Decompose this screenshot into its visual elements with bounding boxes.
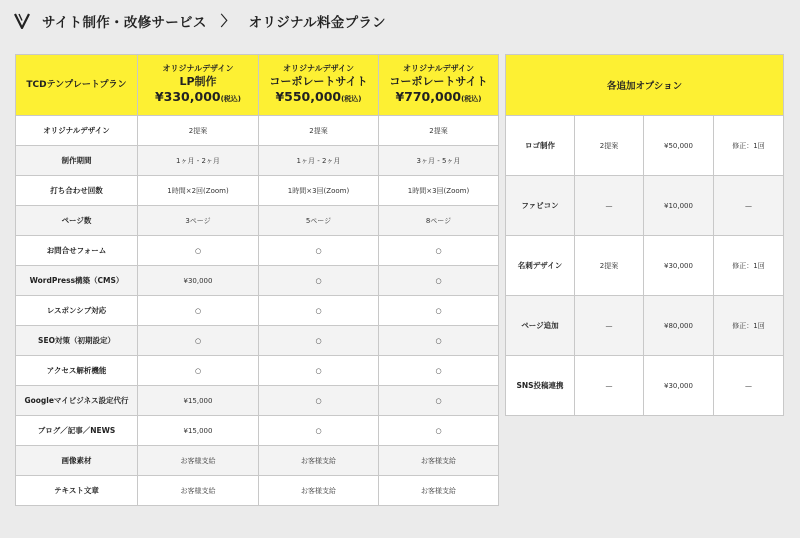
option-row xyxy=(506,356,784,416)
cell-value: お客様支給 xyxy=(259,446,379,476)
cell-value: ○ xyxy=(379,326,499,356)
plan-header-row xyxy=(16,55,499,116)
plan-feature-row xyxy=(16,116,499,146)
cell-value: — xyxy=(575,176,644,236)
cell-value: 2提案 xyxy=(138,116,259,146)
option-title: 各追加オプション xyxy=(506,55,784,116)
cell-value: 8ページ xyxy=(379,206,499,236)
cell-value: お客様支給 xyxy=(138,476,259,506)
cell-value: — xyxy=(714,356,784,416)
plan-corner-label: TCDテンプレートプラン xyxy=(26,79,127,90)
plan-header-corporate-770 xyxy=(379,55,499,116)
option-row xyxy=(506,116,784,176)
cell-value: ¥30,000 xyxy=(644,236,714,296)
plan-header-corporate-550 xyxy=(259,55,379,116)
cell-value: 2提案 xyxy=(575,236,644,296)
page-header xyxy=(14,10,386,32)
cell-value: ○ xyxy=(379,296,499,326)
cell-value: ¥15,000 xyxy=(138,386,259,416)
plan-corner-header xyxy=(16,55,138,116)
row-label: ページ数 xyxy=(16,206,138,236)
plan-header-price: ¥330,000(税込) xyxy=(154,89,242,104)
row-label: Googleマイビジネス設定代行 xyxy=(16,386,138,416)
cell-value: 1ヶ月 - 2ヶ月 xyxy=(259,146,379,176)
cell-value: ○ xyxy=(138,356,259,386)
cell-value: ¥30,000 xyxy=(138,266,259,296)
cell-value: — xyxy=(575,296,644,356)
breadcrumb-chevron-icon: 〉 xyxy=(220,14,235,30)
row-label: ファビコン xyxy=(506,176,575,236)
cell-value: ○ xyxy=(259,266,379,296)
row-label: 画像素材 xyxy=(16,446,138,476)
cell-value: 1時間×3回(Zoom) xyxy=(259,176,379,206)
cell-value: ○ xyxy=(379,356,499,386)
cell-value: ¥15,000 xyxy=(138,416,259,446)
cell-value: お客様支給 xyxy=(259,476,379,506)
logo-v-icon xyxy=(14,13,34,29)
cell-value: ○ xyxy=(259,356,379,386)
row-label: WordPress構築（CMS） xyxy=(16,266,138,296)
cell-value: — xyxy=(575,356,644,416)
cell-value: ¥80,000 xyxy=(644,296,714,356)
row-label: ロゴ制作 xyxy=(506,116,575,176)
cell-value: ¥50,000 xyxy=(644,116,714,176)
cell-value: お客様支給 xyxy=(138,446,259,476)
cell-value: 3ページ xyxy=(138,206,259,236)
cell-value: お客様支給 xyxy=(379,446,499,476)
row-label: SNS投稿連携 xyxy=(506,356,575,416)
cell-value: お客様支給 xyxy=(379,476,499,506)
cell-value: ○ xyxy=(259,416,379,446)
plan-header-label: オリジナルデザイン xyxy=(402,64,475,73)
row-label: レスポンシブ対応 xyxy=(16,296,138,326)
cell-value: ○ xyxy=(138,326,259,356)
cell-value: 1時間×2回(Zoom) xyxy=(138,176,259,206)
row-label: テキスト文章 xyxy=(16,476,138,506)
cell-value: ○ xyxy=(379,236,499,266)
cell-value: ○ xyxy=(379,416,499,446)
cell-value: ○ xyxy=(138,296,259,326)
cell-value: 1ヶ月 - 2ヶ月 xyxy=(138,146,259,176)
plan-feature-row xyxy=(16,356,499,386)
cell-value: ○ xyxy=(138,236,259,266)
plan-header-label: オリジナルデザイン xyxy=(162,64,234,73)
cell-value: 1時間×3回(Zoom) xyxy=(379,176,499,206)
plan-feature-row xyxy=(16,446,499,476)
plan-feature-row xyxy=(16,236,499,266)
plan-feature-row xyxy=(16,416,499,446)
plan-feature-row xyxy=(16,146,499,176)
cell-value: ¥10,000 xyxy=(644,176,714,236)
plan-feature-row xyxy=(16,266,499,296)
cell-value: ○ xyxy=(259,236,379,266)
breadcrumb-section[interactable]: サイト制作・改修サービス xyxy=(42,15,207,31)
plan-feature-row xyxy=(16,326,499,356)
breadcrumb-current: オリジナル料金プラン xyxy=(248,15,386,31)
cell-value: ○ xyxy=(259,386,379,416)
plan-feature-row xyxy=(16,206,499,236)
option-header-row xyxy=(506,55,784,116)
row-label: SEO対策（初期設定） xyxy=(16,326,138,356)
row-label: ブログ／記事／NEWS xyxy=(16,416,138,446)
cell-value: 3ヶ月 - 5ヶ月 xyxy=(379,146,499,176)
cell-value: ○ xyxy=(379,386,499,416)
option-row xyxy=(506,236,784,296)
plan-pricing-table xyxy=(15,54,499,506)
cell-value: 5ページ xyxy=(259,206,379,236)
cell-value: ○ xyxy=(379,266,499,296)
cell-value: 修正：1回 xyxy=(714,116,784,176)
row-label: 制作期間 xyxy=(16,146,138,176)
row-label: お問合せフォーム xyxy=(16,236,138,266)
row-label: アクセス解析機能 xyxy=(16,356,138,386)
plan-header-lp xyxy=(138,55,259,116)
cell-value: 2提案 xyxy=(379,116,499,146)
cell-value: ○ xyxy=(259,326,379,356)
plan-header-name: コーポレートサイト xyxy=(269,75,368,88)
plan-header-name: LP制作 xyxy=(179,75,217,88)
plan-header-name: コーポレートサイト xyxy=(389,75,488,88)
plan-feature-row xyxy=(16,386,499,416)
row-label: 名刺デザイン xyxy=(506,236,575,296)
cell-value: ○ xyxy=(259,296,379,326)
plan-header-price: ¥770,000(税込) xyxy=(395,89,482,104)
row-label: オリジナルデザイン xyxy=(16,116,138,146)
plan-header-price: ¥550,000(税込) xyxy=(275,89,362,104)
row-label: 打ち合わせ回数 xyxy=(16,176,138,206)
cell-value: — xyxy=(714,176,784,236)
plan-feature-row xyxy=(16,176,499,206)
cell-value: 修正：1回 xyxy=(714,296,784,356)
option-pricing-table xyxy=(505,54,784,416)
option-row xyxy=(506,296,784,356)
cell-value: 2提案 xyxy=(575,116,644,176)
cell-value: 2提案 xyxy=(259,116,379,146)
plan-header-label: オリジナルデザイン xyxy=(282,64,355,73)
option-row xyxy=(506,176,784,236)
cell-value: 修正：1回 xyxy=(714,236,784,296)
cell-value: ¥30,000 xyxy=(644,356,714,416)
row-label: ページ追加 xyxy=(506,296,575,356)
plan-feature-row xyxy=(16,476,499,506)
plan-feature-row xyxy=(16,296,499,326)
